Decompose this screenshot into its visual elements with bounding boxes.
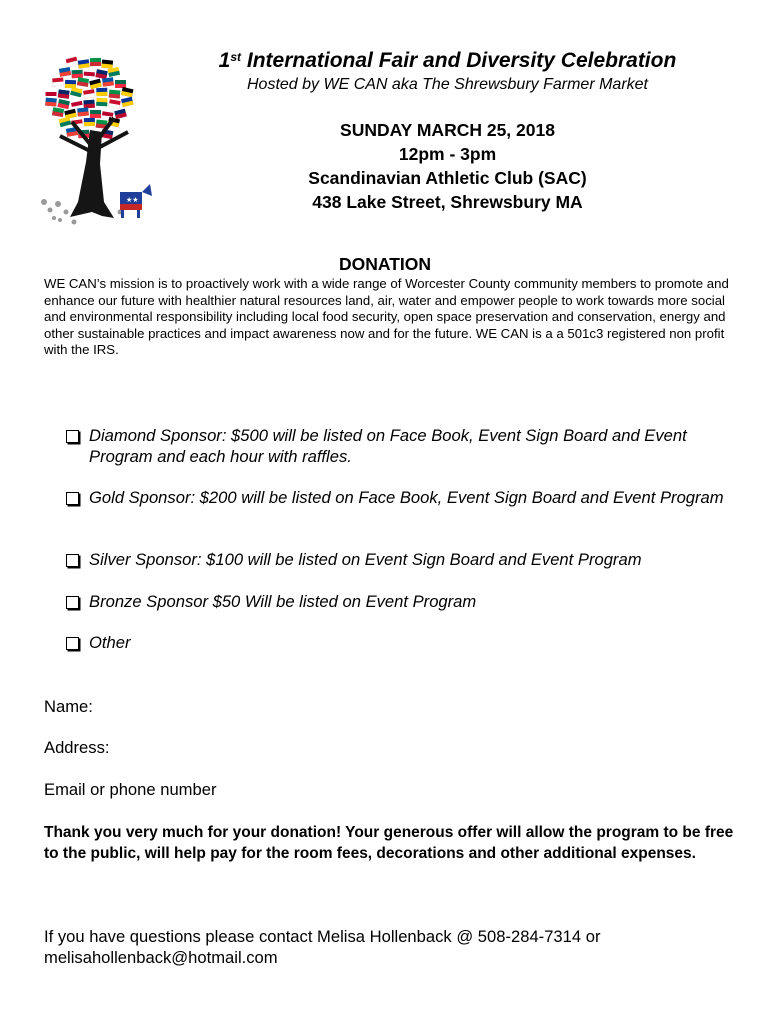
header (150, 48, 745, 95)
contact-info: If you have questions please contact Melisa Hollenback @ 508-284-7314 or melisahollenback@hotmail.com (44, 927, 601, 967)
event-time: 12pm - 3pm (398, 144, 497, 164)
checkbox-icon[interactable] (66, 430, 79, 443)
checkbox-icon[interactable] (66, 637, 79, 650)
event-date: SUNDAY MARCH 25, 2018 (340, 120, 555, 140)
email-phone-label: Email or phone number (44, 780, 217, 799)
event-title: 1st International Fair and Diversity Celebration (218, 49, 677, 72)
sponsor-option-other[interactable] (66, 632, 726, 653)
event-subtitle: Hosted by WE CAN aka The Shrewsbury Farmer Market (246, 76, 648, 93)
svg-text:★★: ★★ (126, 197, 139, 204)
event-venue: Scandinavian Athletic Club (SAC) (308, 168, 587, 188)
checkbox-icon[interactable] (66, 554, 79, 567)
sponsor-label: Bronze Sponsor $50 Will be listed on Event Program (89, 592, 477, 611)
thank-you-message: Thank you very much for your donation! Your generous offer will allow the program to be free to the public, will help pay for the room fees, decorations and other additional expenses. (44, 824, 734, 862)
sponsor-option-diamond[interactable] (66, 425, 726, 467)
sponsor-option-gold[interactable] (66, 487, 726, 508)
sponsor-label: Diamond Sponsor: $500 will be listed on Face Book, Event Sign Board and Event Program and each hour with raffles. (89, 426, 687, 466)
donkey-icon (120, 184, 152, 218)
title-superscript: st (230, 50, 242, 64)
event-address: 438 Lake Street, Shrewsbury MA (312, 192, 583, 212)
sponsor-option-silver[interactable] (66, 549, 726, 570)
sponsor-label: Other (89, 633, 131, 652)
name-label: Name: (44, 697, 93, 716)
checkbox-icon[interactable] (66, 596, 79, 609)
donation-heading: DONATION (338, 254, 432, 274)
event-details (150, 118, 745, 214)
address-label: Address: (44, 738, 110, 757)
flag-tree-logo (30, 52, 160, 227)
sponsor-label: Silver Sponsor: $100 will be listed on Event Sign Board and Event Program (89, 550, 642, 569)
checkbox-icon[interactable] (66, 492, 79, 505)
mission-statement: WE CAN’s mission is to proactively work with a wide range of Worcester County community members to promote and enhance our future with healthier natural resources land, air, water and empower people to work towards more social and environmental responsibility including local food security, open space preservation and conservation, energy and other sustainable practices and impact awareness now and for the future. WE CAN is a a 501c3 registered non profit with the IRS. (44, 276, 729, 358)
sponsor-label: Gold Sponsor: $200 will be listed on Face Book, Event Sign Board and Event Program (89, 488, 724, 507)
sponsor-option-bronze[interactable] (66, 591, 726, 612)
